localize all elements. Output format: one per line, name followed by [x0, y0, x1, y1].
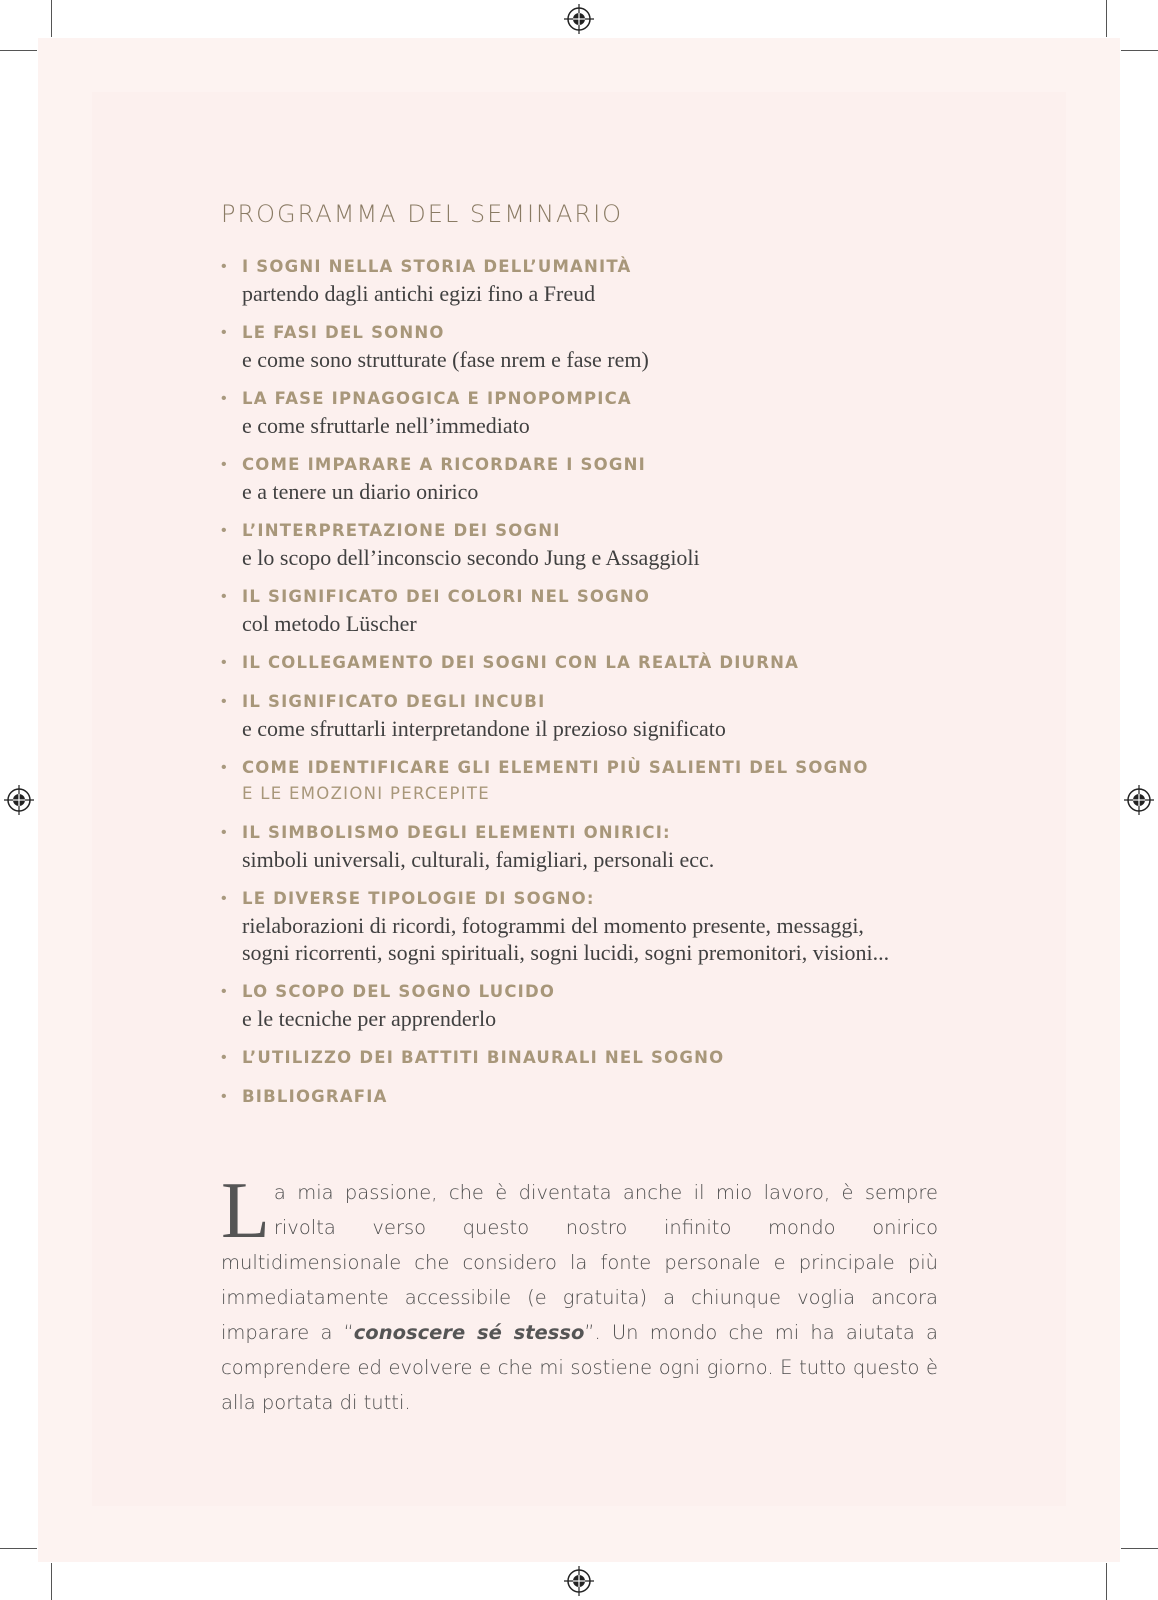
registration-mark-icon: [4, 785, 34, 815]
crop-mark: [51, 0, 52, 37]
item-heading: LA FASE IPNAGOGICA E IPNOPOMPICA: [242, 389, 632, 408]
list-item: [221, 452, 937, 505]
drop-cap: L: [221, 1167, 270, 1255]
list-item: [221, 1084, 937, 1110]
list-item: [221, 320, 937, 373]
item-heading: LO SCOPO DEL SOGNO LUCIDO: [242, 982, 556, 1001]
crop-mark: [1121, 50, 1158, 51]
item-heading: LE DIVERSE TIPOLOGIE DI SOGNO:: [242, 889, 595, 908]
crop-mark: [0, 1548, 37, 1549]
list-item: [221, 518, 937, 571]
item-detail: e le tecniche per apprenderlo: [242, 1006, 497, 1031]
item-heading: I SOGNI NELLA STORIA DELL’UMANITÀ: [242, 257, 632, 276]
list-item: [221, 650, 937, 676]
item-detail: e lo scopo dell’inconscio secondo Jung e Assaggioli: [242, 545, 700, 570]
bullet: •: [221, 1088, 227, 1105]
item-heading: LE FASI DEL SONNO: [242, 323, 445, 342]
item-heading: IL SIGNIFICATO DEGLI INCUBI: [242, 692, 546, 711]
bullet: •: [221, 456, 227, 473]
item-heading: L’INTERPRETAZIONE DEI SOGNI: [242, 521, 561, 540]
list-item: [221, 820, 937, 873]
list-item: [221, 979, 937, 1032]
item-detail: col metodo Lüscher: [242, 611, 417, 636]
item-heading: COME IMPARARE A RICORDARE I SOGNI: [242, 455, 646, 474]
item-heading: BIBLIOGRAFIA: [242, 1087, 388, 1106]
bullet: •: [221, 693, 227, 710]
crop-mark: [0, 50, 37, 51]
item-heading: IL COLLEGAMENTO DEI SOGNI CON LA REALTÀ DIURNA: [242, 653, 800, 672]
item-detail: simboli universali, culturali, famigliari, personali ecc.: [242, 847, 715, 872]
list-item: [221, 386, 937, 439]
list-item: [221, 1045, 937, 1071]
bullet: •: [221, 983, 227, 1000]
intro-paragraph: [221, 1167, 938, 1420]
item-heading: IL SIMBOLISMO DEGLI ELEMENTI ONIRICI:: [242, 823, 671, 842]
bullet: •: [221, 324, 227, 341]
bullet: •: [221, 258, 227, 275]
bullet: •: [221, 890, 227, 907]
crop-mark: [1106, 1563, 1107, 1600]
list-item: [221, 584, 937, 637]
item-detail: rielaborazioni di ricordi, fotogrammi del momento presente, messaggi,: [242, 913, 864, 938]
section-title: PROGRAMMA DEL SEMINARIO: [221, 200, 624, 228]
paragraph-text: a mia passione, che è diventata anche il mio lavoro, è sempre rivolta verso questo nostro infinito mondo onirico multidimensionale che considero la fonte personale e principale più immediatamente accessibile (e gratuita) a chiunque voglia ancora imparare a “: [221, 1181, 938, 1344]
item-heading: IL SIGNIFICATO DEI COLORI NEL SOGNO: [242, 587, 651, 606]
crop-mark: [1106, 0, 1107, 37]
bullet: •: [221, 588, 227, 605]
list-item: [221, 886, 937, 966]
registration-mark-icon: [564, 1566, 594, 1596]
crop-mark: [51, 1563, 52, 1600]
item-heading: COME IDENTIFICARE GLI ELEMENTI PIÙ SALIENTI DEL SOGNO: [242, 758, 869, 777]
item-detail: e a tenere un diario onirico: [242, 479, 479, 504]
crop-mark: [1121, 1548, 1158, 1549]
item-detail: e come sfruttarli interpretandone il prezioso significato: [242, 716, 726, 741]
item-subheading: E LE EMOZIONI PERCEPITE: [242, 784, 490, 803]
bullet: •: [221, 759, 227, 776]
program-list: [221, 254, 937, 1110]
item-detail: e come sono strutturate (fase nrem e fase rem): [242, 347, 649, 372]
registration-mark-icon: [564, 4, 594, 34]
list-item: [221, 755, 937, 807]
item-heading: L’UTILIZZO DEI BATTITI BINAURALI NEL SOGNO: [242, 1048, 725, 1067]
program-section: [221, 200, 937, 1123]
paragraph-text-end: ”. Un mondo che mi ha aiutata a comprendere ed evolvere e che mi sostiene ogni giorno. E tutto questo è alla portata di tutti.: [221, 1321, 938, 1414]
list-item: [221, 689, 937, 742]
item-detail: e come sfruttarle nell’immediato: [242, 413, 530, 438]
item-detail: partendo dagli antichi egizi fino a Freud: [242, 281, 596, 306]
registration-mark-icon: [1124, 785, 1154, 815]
bullet: •: [221, 522, 227, 539]
bullet: •: [221, 1049, 227, 1066]
list-item: [221, 254, 937, 307]
bullet: •: [221, 654, 227, 671]
item-detail: sogni ricorrenti, sogni spirituali, sogni lucidi, sogni premonitori, visioni...: [242, 940, 890, 965]
bullet: •: [221, 390, 227, 407]
bullet: •: [221, 824, 227, 841]
paragraph-emphasis: conoscere sé stesso: [353, 1321, 585, 1344]
